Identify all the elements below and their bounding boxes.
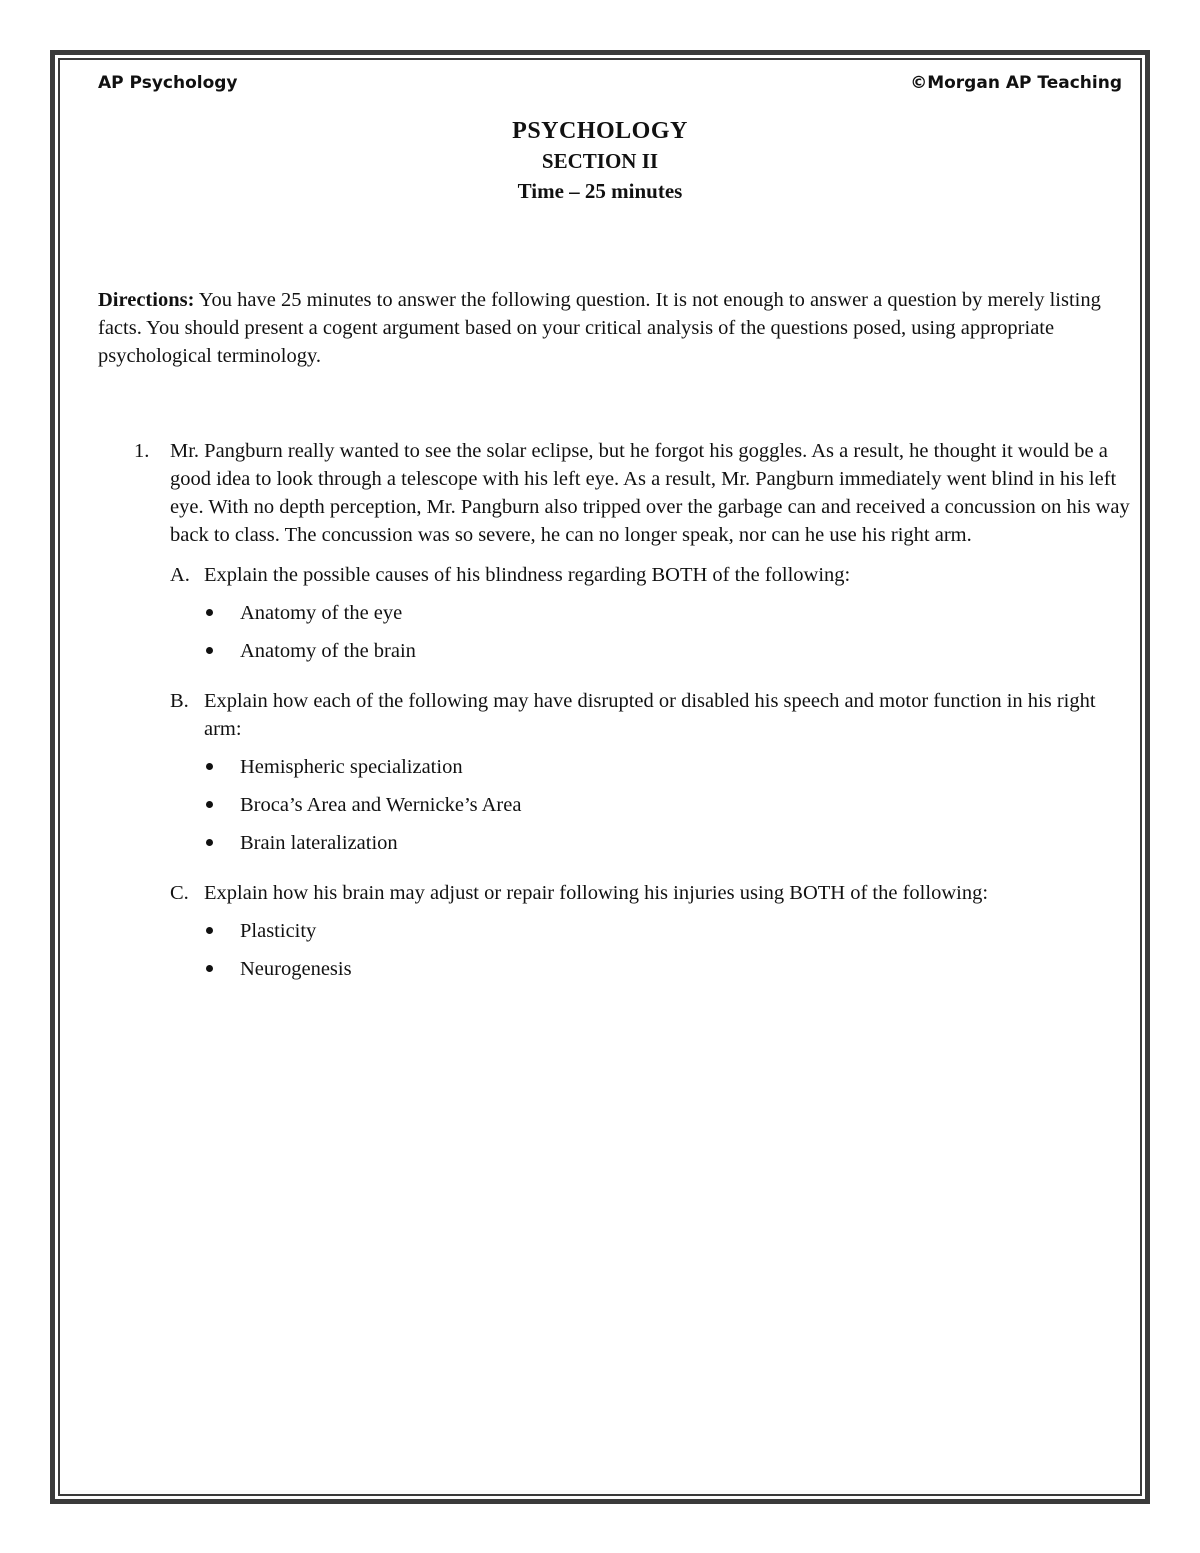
header-copyright: ©Morgan AP Teaching — [910, 73, 1122, 93]
bullet-list — [170, 753, 1138, 857]
bullet-icon — [204, 753, 240, 781]
bullet-list — [170, 917, 1138, 983]
part-text: Explain how his brain may adjust or repair following his injuries using BOTH of the following: — [204, 882, 989, 904]
list-item: Broca’s Area and Wernicke’s Area — [204, 791, 1138, 819]
bullet-icon — [204, 829, 240, 857]
bullet-list — [170, 599, 1138, 665]
section-label: SECTION II — [541, 149, 659, 173]
part-text: Explain how each of the following may have disrupted or disabled his speech and motor function in his right arm: — [204, 690, 1096, 740]
title-block — [0, 116, 1200, 206]
bullet-icon — [204, 917, 240, 945]
list-item: Anatomy of the brain — [204, 637, 1138, 665]
directions-text: You have 25 minutes to answer the following question. It is not enough to answer a question by merely listing facts. You should present a cogent argument based on your critical analysis of the questions posed, using appropriate psychological terminology. — [98, 289, 1101, 367]
question-1 — [98, 437, 1138, 983]
bullet-icon — [204, 599, 240, 627]
bullet-icon — [204, 791, 240, 819]
question-number: 1. — [134, 440, 150, 462]
page-title: PSYCHOLOGY — [512, 118, 688, 144]
directions-label: Directions: — [98, 289, 195, 311]
part-b — [170, 687, 1138, 857]
part-c — [170, 879, 1138, 983]
header-course: AP Psychology — [98, 73, 238, 93]
list-item: Brain lateralization — [204, 829, 1138, 857]
part-text: Explain the possible causes of his blindness regarding BOTH of the following: — [204, 564, 851, 586]
part-letter: A. — [170, 564, 190, 586]
question-parts — [98, 561, 1138, 983]
part-a — [170, 561, 1138, 665]
part-letter: C. — [170, 882, 189, 904]
bullet-icon — [204, 955, 240, 983]
bullet-icon — [204, 637, 240, 665]
list-item: Hemispheric specialization — [204, 753, 1138, 781]
list-item: Neurogenesis — [204, 955, 1138, 983]
time-limit: Time – 25 minutes — [517, 179, 683, 203]
list-item: Plasticity — [204, 917, 1138, 945]
question-text: Mr. Pangburn really wanted to see the solar eclipse, but he forgot his goggles. As a result, he thought it would be a good idea to look through a telescope with his left eye. As a result, Mr. Pangburn immediately went blind in his left eye. With no depth perception, Mr. Pangburn also tripped over the garbage can and received a concussion on his way back to class. The concussion was so severe, he can no longer speak, nor can he use his right arm. — [170, 440, 1130, 546]
part-letter: B. — [170, 690, 189, 712]
directions-paragraph — [98, 286, 1130, 370]
list-item: Anatomy of the eye — [204, 599, 1138, 627]
